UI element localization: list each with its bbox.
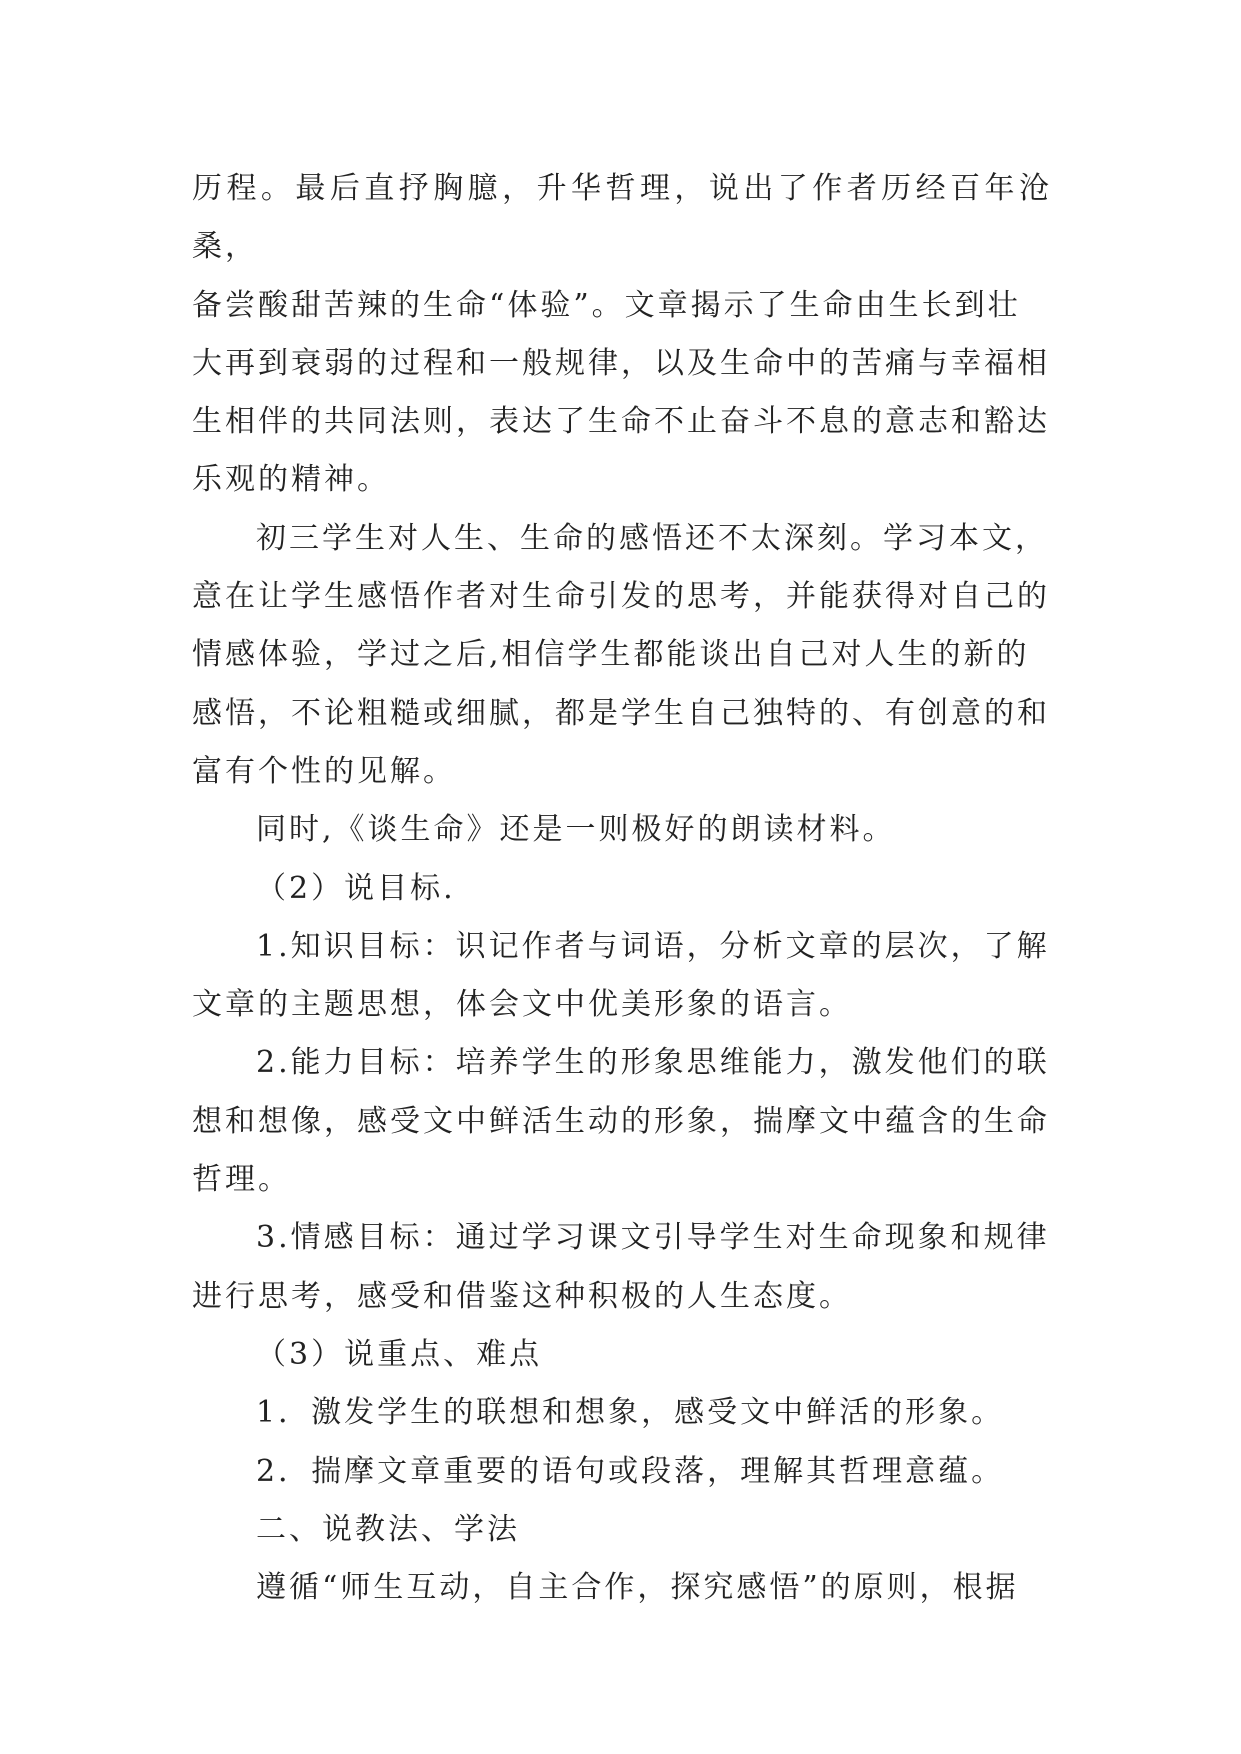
list-item-key-point-2 [192, 1443, 1052, 1501]
text-line: （2）说目标. [256, 870, 456, 906]
heading-key-difficult-points [192, 1326, 1052, 1384]
text-line: 2．揣摩文章重要的语句或段落，理解其哲理意蕴。 [256, 1453, 1005, 1489]
paragraph-principle [192, 1559, 1052, 1617]
paragraph-emotion-objective [192, 1209, 1052, 1326]
text-line: 3.情感目标：通过学习课文引导学生对生命现象和规律 [256, 1220, 1050, 1256]
text-line: 情感体验，学过之后,相信学生都能谈出自己对人生的新的 [192, 637, 1030, 673]
paragraph-knowledge-objective [192, 918, 1052, 1035]
text-line: 文章的主题思想，体会文中优美形象的语言。 [192, 987, 852, 1023]
text-line: 进行思考，感受和借鉴这种积极的人生态度。 [192, 1278, 852, 1314]
text-line: 同时,《谈生命》还是一则极好的朗读材料。 [256, 812, 896, 848]
paragraph-life-experience [192, 160, 1052, 510]
text-line: 意在让学生感悟作者对生命引发的思考，并能获得对自己的 [192, 579, 1050, 615]
paragraph-ability-objective [192, 1034, 1052, 1209]
text-line: 1．激发学生的联想和想象，感受文中鲜活的形象。 [256, 1395, 1005, 1431]
heading-objectives [192, 860, 1052, 918]
text-line: 想和想像，感受文中鲜活生动的形象，揣摩文中蕴含的生命 [192, 1103, 1050, 1139]
document-body [192, 160, 1052, 1617]
text-line: 二、说教法、学法 [256, 1511, 520, 1547]
list-item-key-point-1 [192, 1384, 1052, 1442]
text-line: 富有个性的见解。 [192, 753, 456, 789]
text-line: 遵循“师生互动，自主合作，探究感悟”的原则，根据 [256, 1570, 1019, 1606]
text-line: 历程。最后直抒胸臆，升华哲理，说出了作者历经百年沧桑， [192, 171, 1052, 265]
text-line: 1.知识目标：识记作者与词语，分析文章的层次，了解 [256, 928, 1050, 964]
text-line: 哲理。 [192, 1162, 291, 1198]
text-line: 初三学生对人生、生命的感悟还不太深刻。学习本文， [256, 520, 1048, 556]
paragraph-student-insight [192, 510, 1052, 801]
heading-teaching-methods [192, 1501, 1052, 1559]
text-line: 感悟，不论粗糙或细腻，都是学生自己独特的、有创意的和 [192, 695, 1050, 731]
text-line: 生相伴的共同法则，表达了生命不止奋斗不息的意志和豁达 [192, 404, 1050, 440]
text-line: 2.能力目标：培养学生的形象思维能力，激发他们的联 [256, 1045, 1050, 1081]
paragraph-reading-material [192, 801, 1052, 859]
text-line: 乐观的精神。 [192, 462, 390, 498]
text-line: （3）说重点、难点 [256, 1336, 543, 1372]
text-line: 备尝酸甜苦辣的生命“体验”。文章揭示了生命由生长到壮 [192, 287, 1021, 323]
text-line: 大再到衰弱的过程和一般规律，以及生命中的苦痛与幸福相 [192, 345, 1050, 381]
